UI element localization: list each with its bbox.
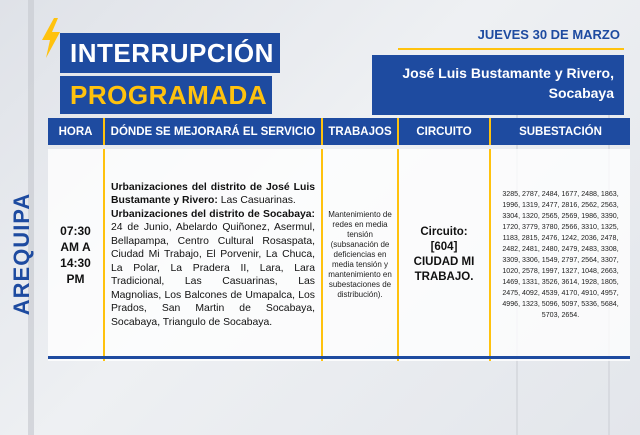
donde-1-label: Urbanizaciones del distrito de José Luis Bustamante y Rivero: xyxy=(111,181,315,207)
region-label-container xyxy=(0,148,44,360)
header-circuito: CIRCUITO xyxy=(398,118,490,145)
district-banner xyxy=(372,55,624,115)
date-label: JUEVES 30 DE MARZO xyxy=(477,27,620,42)
hora-line: 14:30 xyxy=(60,256,91,270)
cell-subestacion: 3285, 2787, 2484, 1677, 2488, 1863, 1996, 1319, 2477, 2816, 2562, 2563, 3304, 1320, 2565, 2569, 1986, 3390, 1720, 3779, 3780, 2566, 3310, 1325, 1183, 2815, 2476, 1242, 2036, 2478, 2482, 2481, 2480, 2479, 2483, 3308, 3309, 3306, 1549, 2797, 2564, 3307, 1020, 2578, 1997, 1327, 1048, 2663, 1469, 1331, 3526, 3614, 1928, 1805, 2475, 4092, 4539, 4170, 4910, 4957, 4996, 1323, 5096, 5097, 5336, 5684, 5703, 2654. xyxy=(490,149,630,361)
table-bottom-strip xyxy=(48,356,630,359)
table-row xyxy=(48,149,630,361)
header-hora: HORA xyxy=(48,118,104,145)
donde-2-label: Urbanizaciones del distrito de Socabaya: xyxy=(111,208,315,220)
hora-line: PM xyxy=(66,272,85,286)
cell-hora xyxy=(48,149,104,361)
circuito-line: TRABAJO. xyxy=(414,271,474,283)
circuito-line: CIUDAD MI xyxy=(413,256,475,268)
title-interrupcion: INTERRUPCIÓN xyxy=(70,38,274,68)
donde-paragraph-1 xyxy=(111,181,315,208)
district-line-2: Socabaya xyxy=(548,85,614,101)
table-header-row xyxy=(48,118,630,145)
header-subestacion: SUBESTACIÓN xyxy=(490,118,630,145)
cell-donde xyxy=(104,149,322,361)
cell-trabajos: Mantenimiento de redes en media tensión (subsanación de deficiencias en media tensión y mantenimiento en subestaciones de distribución). xyxy=(322,149,398,361)
district-line-1: José Luis Bustamante y Rivero, xyxy=(402,65,614,81)
title-programada: PROGRAMADA xyxy=(70,80,268,110)
circuito-line: Circuito: xyxy=(420,226,468,238)
header-donde: DÓNDE SE MEJORARÁ EL SERVICIO xyxy=(104,118,322,145)
lightning-bolt-icon xyxy=(40,18,62,58)
donde-paragraph-2 xyxy=(111,208,315,330)
header-trabajos: TRABAJOS xyxy=(322,118,398,145)
cell-circuito xyxy=(398,149,490,361)
circuito-line: [604] xyxy=(430,241,458,253)
region-label: AREQUIPA xyxy=(9,192,34,316)
interruption-table xyxy=(48,118,630,361)
hora-line: 07:30 xyxy=(60,224,91,238)
donde-1-text: Las Casuarinas. xyxy=(220,195,296,207)
donde-2-text: 24 de Junio, Abelardo Quiñonez, Asermul, Bellapampa, Centro Cultural Rosaspata, Ciudad Mi Trabajo, El Porvenir, La Chuca, La Polar, La Pradera II, Lara, Lara Tradicional, Las Casuarinas, Las Magnolias, Los Balcones de Umapalca, Los Prados, San Martin de Socabaya, Socabaya, Triangulo de Socabaya. xyxy=(111,222,315,328)
hora-line: AM A xyxy=(60,240,91,254)
date-underline xyxy=(398,48,624,50)
